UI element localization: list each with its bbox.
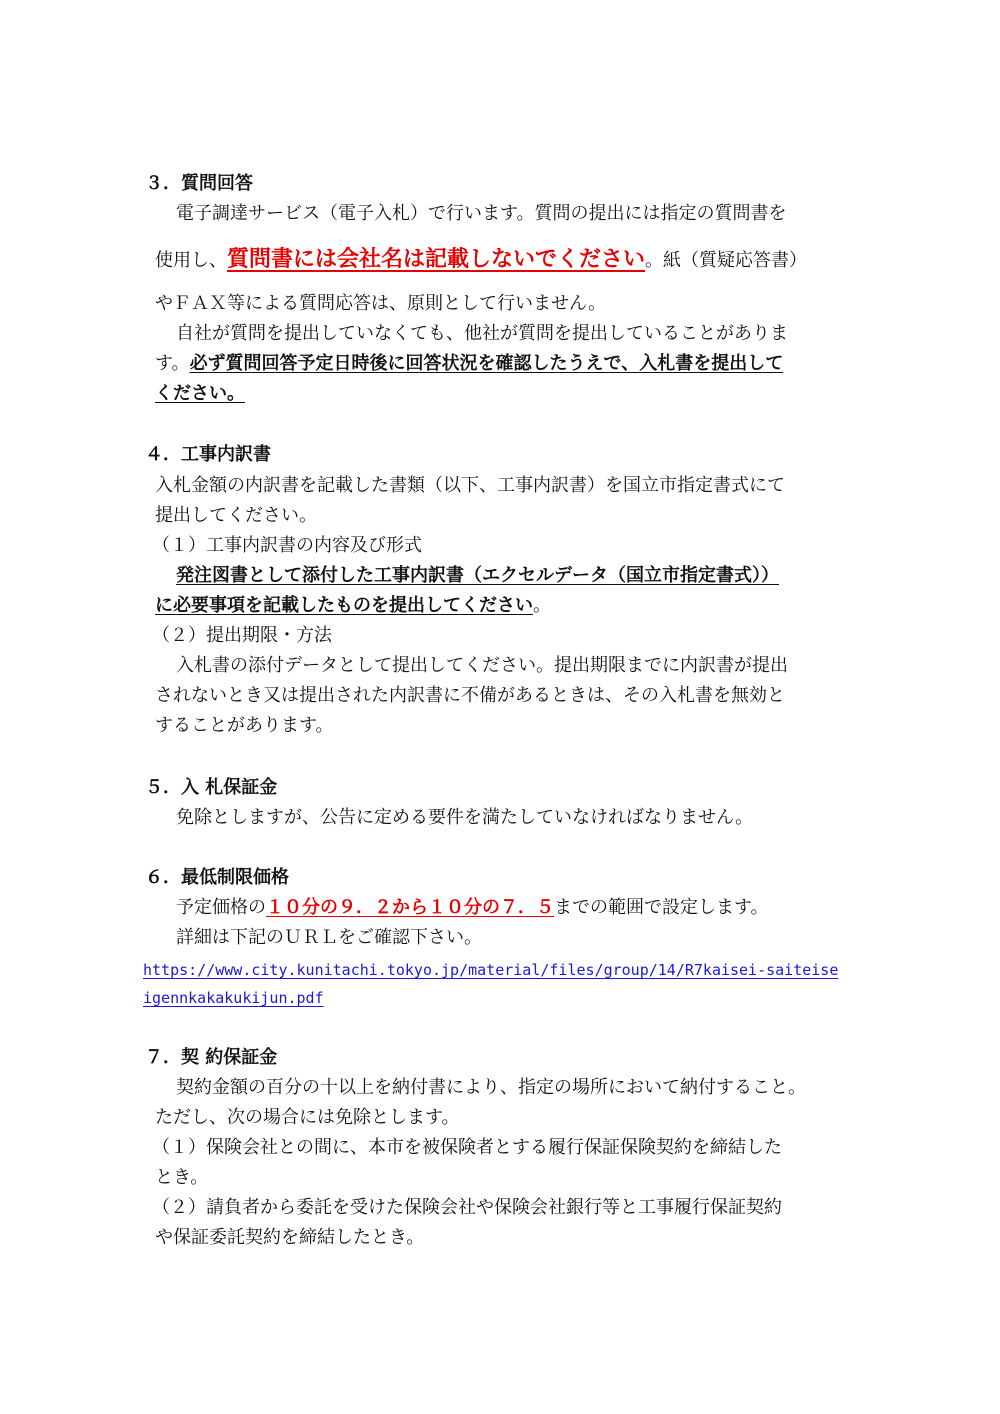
s7-item-2b: や保証委託契約を締結したとき。 (155, 1227, 425, 1248)
s4-subheading-1: （１）工事内訳書の内容及び形式 (152, 535, 422, 556)
s6-line-1c: までの範囲で設定します。 (554, 897, 769, 918)
s6-line-1a: 予定価格の (176, 897, 266, 918)
s6-price-range: １０分の９．２から１０分の７．５ (266, 897, 554, 918)
s4-bold-line-1: 発注図書として添付した工事内訳書（エクセルデータ（国立市指定書式）） (176, 565, 779, 586)
s6-url-line-2[interactable]: igennkakakukijun.pdf (143, 989, 324, 1007)
s7-line-1: 契約金額の百分の十以上を納付書により、指定の場所において納付すること。 (176, 1077, 806, 1098)
s3-line-4: 自社が質問を提出していなくても、他社が質問を提出していることがありま (176, 323, 788, 344)
s3-line-2a: 使用し、 (155, 250, 227, 271)
s4-line-1: 入札金額の内訳書を記載した書類（以下、工事内訳書）を国立市指定書式にて (155, 475, 785, 496)
s3-line-6: ください。 (155, 383, 245, 404)
s3-line-1: 電子調達サービス（電子入札）で行います。質問の提出には指定の質問書を (176, 203, 787, 224)
s3-line-2c: 。紙（質疑応答書） (645, 250, 808, 271)
s5-line-1: 免除としますが、公告に定める要件を満たしていなければなりません。 (176, 807, 754, 828)
s3-line-2 (155, 248, 807, 273)
s3-warning-text: 質問書には会社名は記載しないでください (227, 247, 646, 272)
s3-line-5a: す。 (155, 353, 190, 374)
s4-line-5: することがあります。 (155, 715, 334, 736)
section-5-heading: ５．入 札保証金 (145, 777, 278, 798)
s7-item-1b: とき。 (155, 1167, 209, 1188)
s7-item-2a: （２）請負者から委託を受けた保険会社や保険会社銀行等と工事履行保証契約 (152, 1197, 782, 1218)
s3-emphasis-text: 必ず質問回答予定日時後に回答状況を確認したうえで、入札書を提出して (189, 353, 784, 374)
section-4-heading: ４．工事内訳書 (145, 444, 271, 465)
s3-line-5 (155, 352, 783, 376)
s4-line-4: されないとき又は提出された内訳書に不備があるときは、その入札書を無効と (155, 685, 785, 706)
s4-subheading-2: （２）提出期限・方法 (152, 625, 332, 646)
s4-bold-line-2b: 。 (533, 595, 551, 616)
s4-line-2: 提出してください。 (155, 505, 317, 526)
s6-url-line-1[interactable]: https://www.city.kunitachi.tokyo.jp/material/files/group/14/R7kaisei-saiteise (143, 961, 839, 979)
section-6-heading: ６．最低制限価格 (145, 867, 289, 888)
s7-item-1a: （１）保険会社との間に、本市を被保険者とする履行保証保険契約を締結した (152, 1137, 782, 1158)
s3-line-3: やＦＡＸ等による質問応答は、原則として行いません。 (155, 293, 607, 314)
s6-line-1 (176, 896, 769, 920)
s4-bold-line-2a: に必要事項を記載したものを提出してください (155, 595, 533, 616)
s6-line-2: 詳細は下記のＵＲＬをご確認下さい。 (176, 927, 482, 948)
section-3-heading: ３．質問回答 (145, 173, 253, 194)
s4-bold-line-2 (155, 594, 551, 618)
s4-line-3: 入札書の添付データとして提出してください。提出期限までに内訳書が提出 (176, 655, 788, 676)
section-7-heading: ７．契 約保証金 (145, 1047, 278, 1068)
s7-line-2: ただし、次の場合には免除とします。 (155, 1107, 460, 1128)
